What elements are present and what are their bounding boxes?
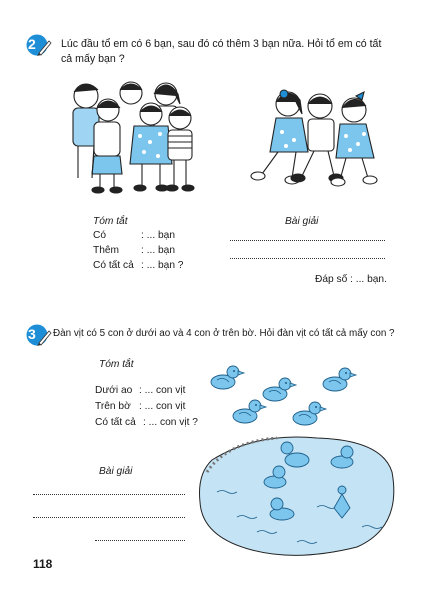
answer-line[interactable] bbox=[230, 258, 385, 259]
solution-title: Bài giải bbox=[285, 216, 319, 227]
walking-children-illustration bbox=[246, 88, 376, 188]
summary-title: Tóm tắt bbox=[93, 216, 128, 227]
problem-3-badge bbox=[25, 323, 47, 345]
problem-number: 3 bbox=[28, 326, 36, 342]
answer-line[interactable] bbox=[33, 517, 185, 518]
summary-title: Tóm tắt bbox=[99, 359, 134, 370]
pond-illustration bbox=[197, 432, 397, 557]
page-number: 118 bbox=[33, 557, 53, 571]
answer-line[interactable] bbox=[95, 540, 185, 541]
summary-value-1: : ... con vịt bbox=[139, 385, 186, 396]
summary-value-3: : ... bạn ? bbox=[141, 260, 184, 271]
summary-label-1: Dưới ao bbox=[95, 385, 133, 396]
answer-line[interactable] bbox=[33, 494, 185, 495]
final-answer: Đáp số : ... bạn. bbox=[315, 274, 387, 285]
summary-label-2: Trên bờ bbox=[95, 401, 131, 412]
summary-value-2: : ... con vịt bbox=[139, 401, 186, 412]
summary-value-3: : ... con vịt ? bbox=[143, 417, 198, 428]
answer-line[interactable] bbox=[230, 240, 385, 241]
ducks-on-bank-illustration bbox=[205, 360, 385, 430]
solution-title: Bài giải bbox=[99, 466, 133, 477]
problem-number: 2 bbox=[28, 36, 36, 52]
summary-label-3: Có tất cả bbox=[95, 417, 136, 428]
summary-value-1: : ... bạn bbox=[141, 230, 175, 241]
summary-label-1: Có bbox=[93, 230, 107, 241]
problem-2-question-line2: cả mấy bạn ? bbox=[61, 53, 125, 65]
summary-label-2: Thêm bbox=[93, 245, 120, 256]
summary-label-3: Có tất cả bbox=[93, 260, 134, 271]
problem-2-badge bbox=[25, 33, 47, 55]
summary-value-2: : ... bạn bbox=[141, 245, 175, 256]
problem-2-question-line1: Lúc đầu tổ em có 6 bạn, sau đó có thêm 3 bạn nữa. Hỏi tổ em có tất bbox=[61, 38, 382, 50]
problem-3-question: Đàn vịt có 5 con ở dưới ao và 4 con ở trên bờ. Hỏi đàn vịt có tất cả mấy con ? bbox=[53, 328, 395, 339]
children-group-illustration bbox=[68, 78, 193, 193]
